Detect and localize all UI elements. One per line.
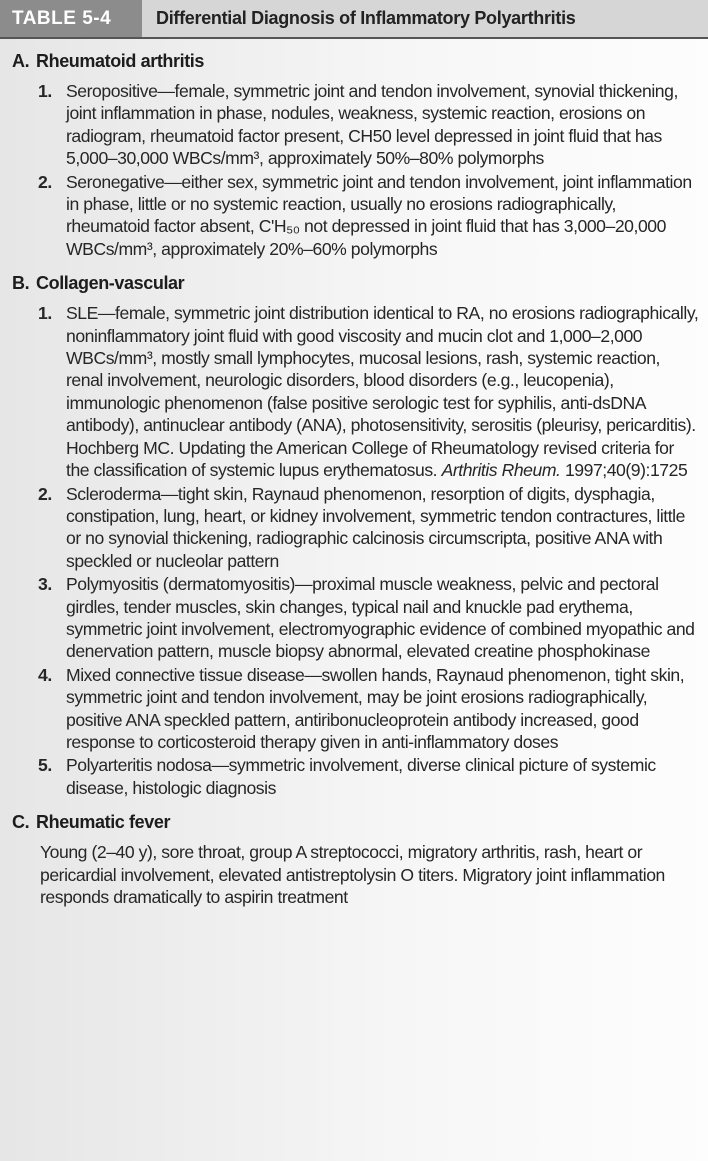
item-number: 5.	[38, 755, 52, 776]
item-number: 4.	[38, 664, 52, 685]
item-number: 3.	[38, 574, 52, 595]
table-label: TABLE 5-4	[0, 0, 142, 37]
section-b-list	[0, 302, 708, 799]
section-title: Rheumatoid arthritis	[36, 51, 205, 71]
section-letter: C.	[12, 812, 30, 833]
item-text: Polymyositis (dermatomyositis)—proximal muscle weakness, pelvic and pectoral girdles, tender muscles, skin changes, typical nail and knuckle pad erythema, symmetric joint involvement, electromyographic evidence of combined myopathic and denervation pattern, muscle biopsy abnormal, elevated creatine phosphokinase	[66, 574, 695, 662]
list-item	[0, 171, 708, 261]
section-heading-a	[0, 39, 708, 80]
list-item	[0, 80, 708, 170]
item-number: 2.	[38, 171, 52, 192]
list-item	[0, 754, 708, 799]
list-item	[0, 573, 708, 663]
item-text: Scleroderma—tight skin, Raynaud phenomenon, resorption of digits, dysphagia, constipation, lung, heart, or kidney involvement, symmetric tendon contractures, little or no synovial thickening, radiographic calcinosis circumscripta, positive ANA with speckled or nucleolar pattern	[66, 483, 685, 571]
table-header	[0, 0, 708, 39]
section-c-text: Young (2–40 y), sore throat, group A streptococci, migratory arthritis, rash, heart or pericardial involvement, elevated antistreptolysin O titers. Migratory joint inflammation responds dramatically to aspirin treatment	[40, 842, 665, 907]
item-text: Seronegative—either sex, symmetric joint and tendon involvement, joint inflammation in phase, little or no systemic reaction, usually no erosions radiographically, rheumatoid factor absent, C'H₅₀ not depressed in joint fluid that has 3,000–20,000 WBCs/mm³, approximately 20%–60% polymorphs	[66, 171, 692, 259]
journal-citation: Arthritis Rheum.	[441, 460, 561, 481]
item-text: Seropositive—female, symmetric joint and tendon involvement, synovial thickening, joint inflammation in phase, nodules, weakness, systemic reaction, erosions on radiogram, rheumatoid factor present, CH50 level depressed in joint fluid that has 5,000–30,000 WBCs/mm³, approximately 50%–80% polymorphs	[66, 81, 678, 169]
list-item	[0, 483, 708, 573]
section-letter: B.	[12, 273, 30, 294]
item-text: Mixed connective tissue disease—swollen hands, Raynaud phenomenon, tight skin, symmetric joint and tendon involvement, may be joint erosions radiographically, positive ANA speckled pattern, antiribonucleoprotein antibody increased, good response to corticosteroid therapy given in anti-inflammatory doses	[66, 664, 685, 752]
section-a-list	[0, 80, 708, 260]
item-text-wrap	[66, 302, 700, 481]
item-number: 1.	[38, 81, 52, 101]
item-text: Polyarteritis nodosa—symmetric involvement, diverse clinical picture of systemic disease, histologic diagnosis	[66, 755, 656, 798]
list-item	[0, 302, 708, 481]
section-title: Collagen-vascular	[36, 273, 185, 294]
section-letter: A.	[12, 51, 30, 71]
table-title: Differential Diagnosis of Inflammatory Polyarthritis	[156, 8, 576, 28]
section-heading-b	[0, 261, 708, 302]
item-text: SLE—female, symmetric joint distribution identical to RA, no erosions radiographically, noninflammatory joint fluid with good viscosity and mucin clot and 1,000–2,000 WBCs/mm³, mostly small lymphocytes, mucosal lesions, rash, systemic reaction, renal involvement, neurologic disorders, blood disorders (e.g., leucopenia), immunologic phenomenon (false positive serologic test for syphilis, anti-dsDNA antibody), antinuclear antibody (ANA), photosensitivity, serositis (pleurisy, pericarditis). Hochberg MC. Updating the American College of Rheumatology revised criteria for the classification of systemic lupus erythematosus.	[66, 303, 699, 481]
section-title: Rheumatic fever	[36, 812, 171, 833]
list-item	[0, 664, 708, 754]
citation-detail: 1997;40(9):1725	[560, 460, 688, 481]
item-number: 2.	[38, 483, 52, 504]
item-number: 1.	[38, 303, 52, 324]
section-heading-c	[0, 800, 708, 841]
